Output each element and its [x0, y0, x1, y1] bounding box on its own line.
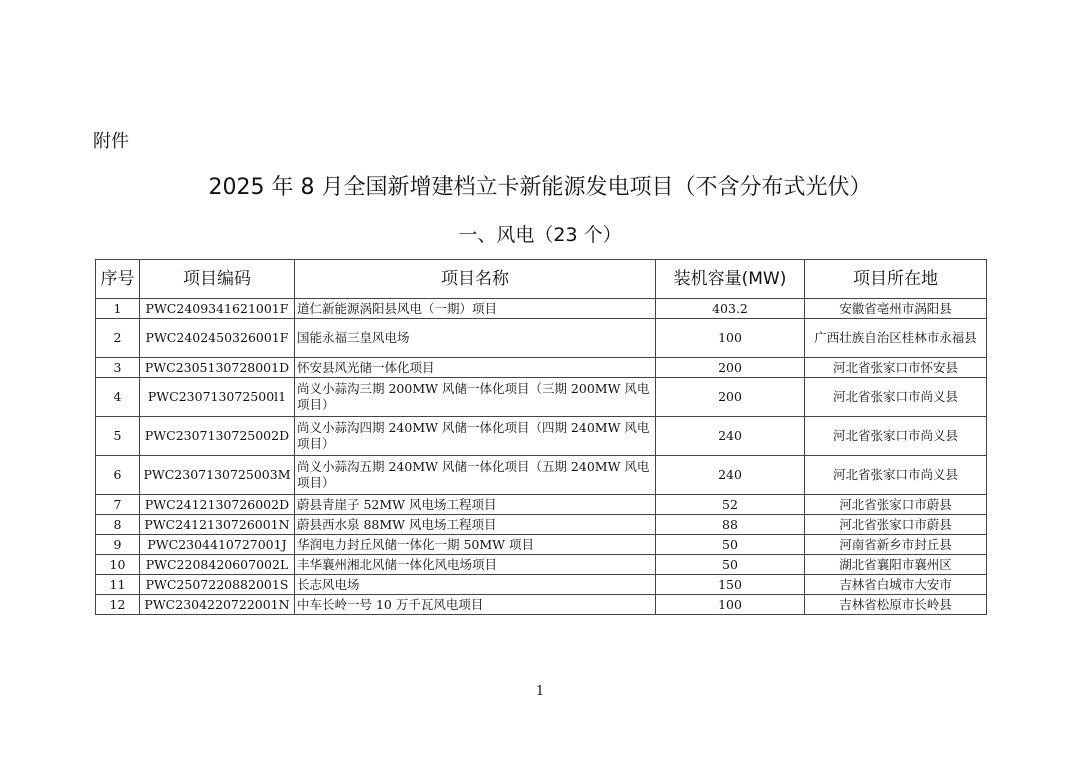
header-code: 项目编码 [140, 260, 295, 299]
cell-capacity: 200 [656, 378, 805, 417]
cell-code: PWC230713072500l1 [140, 378, 295, 417]
table-row [96, 456, 987, 495]
table-row [96, 535, 987, 555]
cell-capacity: 403.2 [656, 299, 805, 319]
cell-name: 尚义小蒜沟四期 240MW 风储一体化项目（四期 240MW 风电项目） [295, 417, 656, 456]
cell-location: 河北省张家口市尚义县 [805, 456, 987, 495]
cell-name: 国能永福三皇风电场 [295, 319, 656, 358]
table-header-row [96, 260, 987, 299]
cell-no: 11 [96, 575, 140, 595]
cell-name: 蔚县青崖子 52MW 风电场工程项目 [295, 495, 656, 515]
cell-code: PWC2307130725003M [140, 456, 295, 495]
cell-location: 河北省张家口市尚义县 [805, 378, 987, 417]
table-row [96, 555, 987, 575]
table-row [96, 575, 987, 595]
cell-location: 河北省张家口市蔚县 [805, 515, 987, 535]
cell-location: 河南省新乡市封丘县 [805, 535, 987, 555]
header-capacity: 装机容量(MW) [656, 260, 805, 299]
cell-capacity: 150 [656, 575, 805, 595]
cell-name: 长志风电场 [295, 575, 656, 595]
cell-location: 吉林省白城市大安市 [805, 575, 987, 595]
cell-no: 4 [96, 378, 140, 417]
table-row [96, 417, 987, 456]
attachment-label: 附件 [93, 131, 129, 152]
table-row [96, 319, 987, 358]
header-name: 项目名称 [295, 260, 656, 299]
table-row [96, 299, 987, 319]
cell-name: 蔚县西水泉 88MW 风电场工程项目 [295, 515, 656, 535]
cell-name: 道仁新能源涡阳县风电（一期）项目 [295, 299, 656, 319]
header-no: 序号 [96, 260, 140, 299]
table-row [96, 515, 987, 535]
cell-code: PWC2412130726002D [140, 495, 295, 515]
cell-capacity: 88 [656, 515, 805, 535]
cell-location: 广西壮族自治区桂林市永福县 [805, 319, 987, 358]
table-row [96, 595, 987, 615]
cell-capacity: 50 [656, 535, 805, 555]
page-number: 1 [535, 684, 545, 699]
cell-capacity: 52 [656, 495, 805, 515]
cell-name: 怀安县风光储一体化项目 [295, 358, 656, 378]
cell-no: 2 [96, 319, 140, 358]
cell-no: 1 [96, 299, 140, 319]
cell-name: 尚义小蒜沟三期 200MW 风储一体化项目（三期 200MW 风电项目） [295, 378, 656, 417]
cell-capacity: 240 [656, 417, 805, 456]
cell-no: 6 [96, 456, 140, 495]
table-row [96, 495, 987, 515]
cell-location: 河北省张家口市蔚县 [805, 495, 987, 515]
cell-name: 丰华襄州湘北风储一体化风电场项目 [295, 555, 656, 575]
cell-location: 安徽省亳州市涡阳县 [805, 299, 987, 319]
header-location: 项目所在地 [805, 260, 987, 299]
cell-location: 吉林省松原市长岭县 [805, 595, 987, 615]
cell-code: PWC2208420607002L [140, 555, 295, 575]
cell-capacity: 100 [656, 595, 805, 615]
cell-code: PWC2307130725002D [140, 417, 295, 456]
project-table [95, 259, 987, 615]
cell-capacity: 200 [656, 358, 805, 378]
cell-capacity: 50 [656, 555, 805, 575]
cell-no: 12 [96, 595, 140, 615]
cell-name: 华润电力封丘风储一体化一期 50MW 项目 [295, 535, 656, 555]
cell-location: 河北省张家口市怀安县 [805, 358, 987, 378]
cell-code: PWC2409341621001F [140, 299, 295, 319]
cell-location: 河北省张家口市尚义县 [805, 417, 987, 456]
cell-code: PWC2412130726001N [140, 515, 295, 535]
cell-code: PWC2305130728001D [140, 358, 295, 378]
section-title: 一、风电（23 个） [458, 224, 622, 246]
cell-no: 3 [96, 358, 140, 378]
cell-name: 尚义小蒜沟五期 240MW 风储一体化项目（五期 240MW 风电项目） [295, 456, 656, 495]
table-row [96, 358, 987, 378]
cell-code: PWC2304220722001N [140, 595, 295, 615]
table-row [96, 378, 987, 417]
document-title: 2025 年 8 月全国新增建档立卡新能源发电项目（不含分布式光伏） [208, 175, 872, 200]
cell-code: PWC2507220882001S [140, 575, 295, 595]
cell-no: 10 [96, 555, 140, 575]
cell-no: 7 [96, 495, 140, 515]
cell-code: PWC2304410727001J [140, 535, 295, 555]
cell-location: 湖北省襄阳市襄州区 [805, 555, 987, 575]
cell-capacity: 240 [656, 456, 805, 495]
cell-capacity: 100 [656, 319, 805, 358]
cell-code: PWC2402450326001F [140, 319, 295, 358]
cell-name: 中车长岭一号 10 万千瓦风电项目 [295, 595, 656, 615]
cell-no: 8 [96, 515, 140, 535]
cell-no: 9 [96, 535, 140, 555]
cell-no: 5 [96, 417, 140, 456]
